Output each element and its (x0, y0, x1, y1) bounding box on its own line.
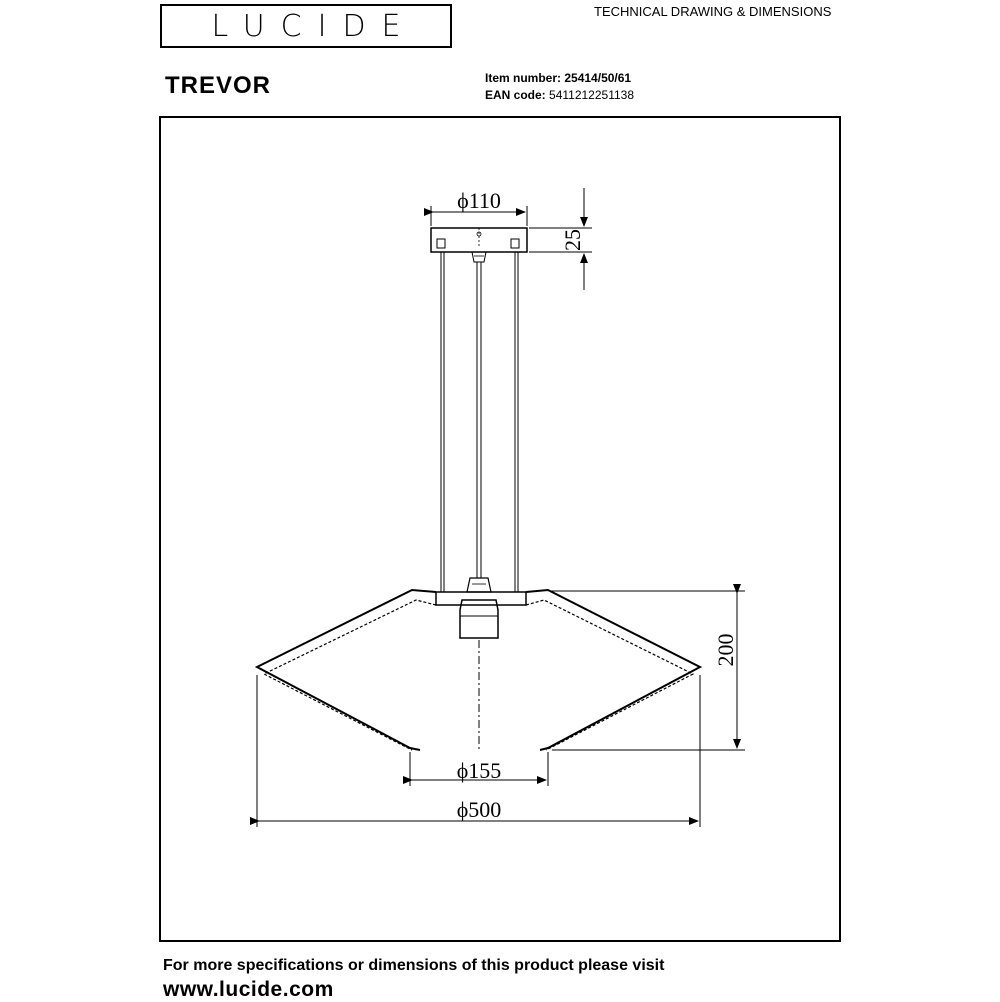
item-number-label: Item number: (485, 71, 562, 85)
item-number-value: 25414/50/61 (564, 71, 632, 85)
ean-code-label: EAN code: (485, 88, 546, 102)
dimension-shade-height (550, 591, 745, 750)
label-shade-diameter: ϕ500 (456, 797, 502, 822)
document-type-label: TECHNICAL DRAWING & DIMENSIONS (594, 4, 832, 19)
dimension-bottom-opening (410, 752, 548, 786)
suspension-cables (441, 252, 518, 592)
label-bottom-opening: ϕ155 (456, 758, 502, 783)
label-canopy-height: 25 (560, 229, 585, 251)
ean-code-value: 5411212251138 (549, 88, 635, 102)
label-canopy-diameter: ϕ110 (457, 188, 501, 213)
ceiling-canopy (431, 228, 527, 262)
brand-logo-text: LUCIDE (211, 9, 417, 44)
dimension-shade-diameter (257, 675, 700, 827)
lamp-socket (460, 578, 498, 638)
dimension-canopy-diameter (431, 188, 527, 226)
label-shade-height: 200 (713, 633, 738, 667)
lamp-shade (257, 590, 700, 752)
product-name: TREVOR (165, 72, 272, 99)
dimension-canopy-height (529, 188, 592, 290)
footer-note: For more specifications or dimensions of this product please visit (163, 957, 665, 974)
footer-website-link[interactable]: www.lucide.com (163, 978, 334, 1001)
